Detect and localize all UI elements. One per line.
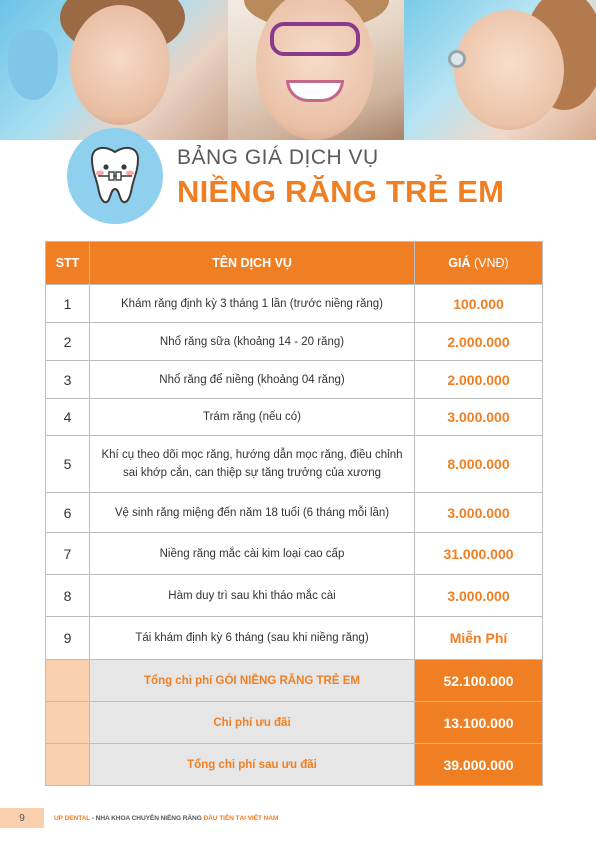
summary-value: 52.100.000 — [415, 660, 543, 702]
footer-brand: UP DENTAL — [54, 814, 91, 822]
summary-blank-cell — [46, 702, 90, 744]
summary-label: Tổng chi phí GÓI NIỀNG RĂNG TRẺ EM — [90, 660, 415, 702]
photo-girl-with-braces — [228, 0, 404, 140]
page-number: 9 — [0, 808, 44, 828]
service-price: 2.000.000 — [415, 361, 543, 399]
price-table — [45, 241, 543, 786]
row-number: 9 — [46, 617, 90, 660]
table-row — [46, 533, 543, 575]
summary-blank-cell — [46, 744, 90, 786]
service-name: Khí cụ theo dõi mọc răng, hướng dẫn mọc răng, điều chỉnh sai khớp cắn, can thiệp sự tăng trưởng của xương — [90, 436, 415, 493]
summary-row-discount — [46, 702, 543, 744]
table-row — [46, 361, 543, 399]
summary-row-final — [46, 744, 543, 786]
row-number: 1 — [46, 285, 90, 323]
tooth-mascot-icon — [78, 139, 152, 213]
footer-end-text: ĐẦU TIÊN TẠI VIỆT NAM — [203, 814, 279, 822]
service-name: Nhổ răng sữa (khoảng 14 - 20 răng) — [90, 323, 415, 361]
summary-row-total — [46, 660, 543, 702]
heading-subtitle: BẢNG GIÁ DỊCH VỤ — [177, 146, 379, 169]
service-name: Nhổ răng để niềng (khoảng 04 răng) — [90, 361, 415, 399]
service-name: Vệ sinh răng miệng đến năm 18 tuổi (6 tháng mỗi lần) — [90, 493, 415, 533]
service-price: 2.000.000 — [415, 323, 543, 361]
service-name: Hàm duy trì sau khi tháo mắc cài — [90, 575, 415, 617]
photo-girl-dental-exam — [0, 0, 228, 140]
row-number: 3 — [46, 361, 90, 399]
service-price: Miễn Phí — [415, 617, 543, 660]
service-name: Trám răng (nếu có) — [90, 399, 415, 436]
header-price-label: GIÁ — [448, 256, 471, 270]
summary-value: 39.000.000 — [415, 744, 543, 786]
page-footer — [0, 808, 596, 828]
table-row — [46, 285, 543, 323]
service-price: 31.000.000 — [415, 533, 543, 575]
service-price: 3.000.000 — [415, 493, 543, 533]
header-stt: STT — [46, 242, 90, 285]
table-header-row — [46, 242, 543, 285]
summary-value: 13.100.000 — [415, 702, 543, 744]
service-price: 3.000.000 — [415, 399, 543, 436]
header-price — [415, 242, 543, 285]
summary-label: Chi phí ưu đãi — [90, 702, 415, 744]
summary-blank-cell — [46, 660, 90, 702]
summary-label: Tổng chi phí sau ưu đãi — [90, 744, 415, 786]
row-number: 6 — [46, 493, 90, 533]
service-price: 3.000.000 — [415, 575, 543, 617]
table-row — [46, 617, 543, 660]
service-price: 100.000 — [415, 285, 543, 323]
row-number: 4 — [46, 399, 90, 436]
header-service-name: TÊN DỊCH VỤ — [90, 242, 415, 285]
row-number: 5 — [46, 436, 90, 493]
table-row — [46, 493, 543, 533]
tooth-mascot-badge — [67, 128, 163, 224]
table-row — [46, 323, 543, 361]
service-name: Tái khám định kỳ 6 tháng (sau khi niềng răng) — [90, 617, 415, 660]
service-name: Khám răng định kỳ 3 tháng 1 lần (trước niềng răng) — [90, 285, 415, 323]
photo-banner — [0, 0, 596, 140]
service-price: 8.000.000 — [415, 436, 543, 493]
service-name: Niềng răng mắc cài kim loại cao cấp — [90, 533, 415, 575]
footer-middle-text: - NHA KHOA CHUYÊN NIỀNG RĂNG — [90, 814, 204, 822]
photo-girl-dental-mirror — [404, 0, 596, 140]
table-row — [46, 436, 543, 493]
row-number: 8 — [46, 575, 90, 617]
table-row — [46, 575, 543, 617]
table-row — [46, 399, 543, 436]
header-price-unit: (VNĐ) — [474, 256, 509, 270]
heading-title: NIỀNG RĂNG TRẺ EM — [177, 174, 505, 209]
footer-tagline — [54, 815, 278, 822]
row-number: 7 — [46, 533, 90, 575]
row-number: 2 — [46, 323, 90, 361]
